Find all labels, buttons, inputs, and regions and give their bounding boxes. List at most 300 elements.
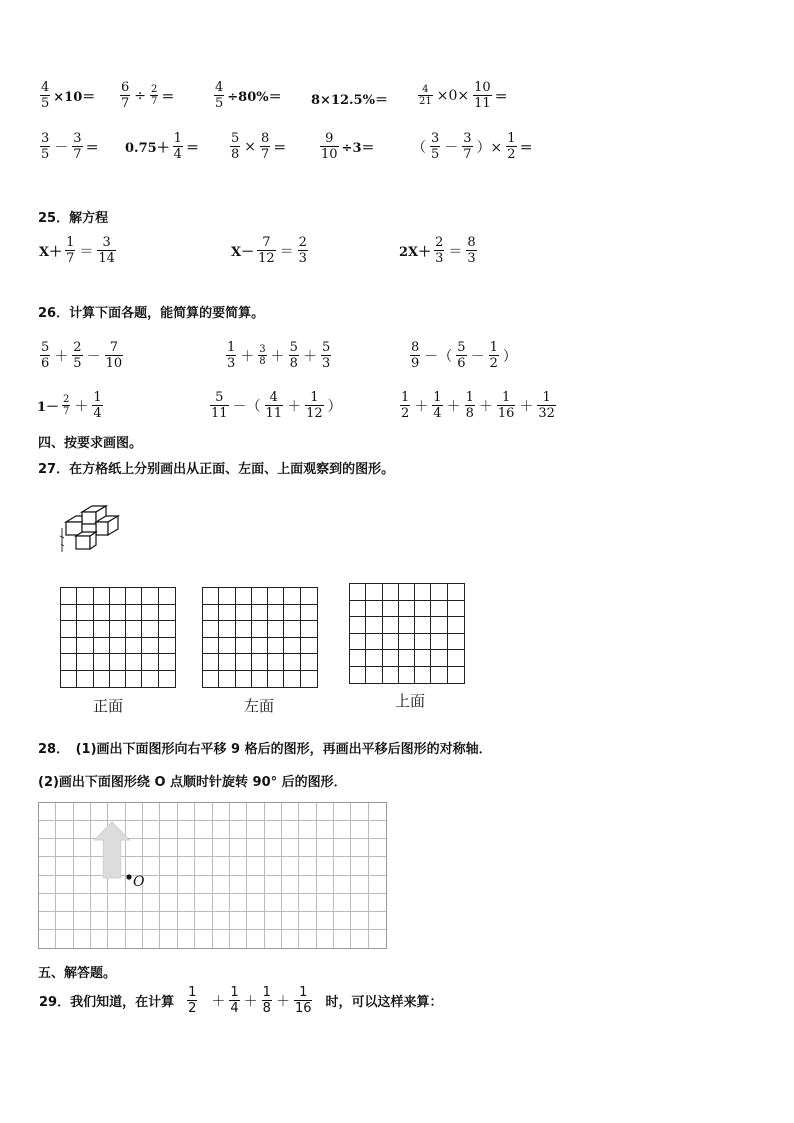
fraction	[65, 235, 75, 266]
grid-cell[interactable]	[415, 601, 431, 618]
denominator: 7	[261, 147, 270, 162]
fraction	[294, 985, 313, 1016]
grid-left-view[interactable]	[202, 587, 318, 688]
fraction	[462, 131, 472, 162]
denominator: 7	[151, 96, 158, 107]
paren-close: ）	[327, 398, 342, 415]
grid-cell[interactable]	[110, 621, 126, 638]
fraction	[489, 340, 499, 371]
grid-cell[interactable]	[431, 667, 447, 684]
q28-line1: 28． (1)画出下面图形向右平移 9 格后的图形，再画出平移后图形的对称轴．	[38, 742, 492, 757]
equals: ＝	[279, 243, 294, 260]
numerator: 8	[261, 131, 270, 146]
fraction	[400, 390, 410, 421]
denominator: 6	[457, 356, 466, 371]
grid-cell[interactable]	[159, 671, 175, 688]
grid-cell[interactable]	[94, 588, 110, 605]
numerator: 3	[463, 131, 472, 146]
fraction	[229, 985, 239, 1016]
denominator: 2	[489, 356, 498, 371]
operator: －（	[232, 398, 261, 415]
operator: ＋	[54, 348, 69, 365]
section5-title: 五、解答题。	[38, 966, 117, 981]
operator: ＋	[446, 398, 461, 415]
grid-cell[interactable]	[431, 617, 447, 634]
denominator: 5	[41, 147, 50, 162]
grid-cell[interactable]	[366, 650, 382, 667]
grid-cell[interactable]	[448, 617, 464, 634]
cube-stack-figure	[56, 500, 136, 562]
grid-cell[interactable]	[252, 638, 268, 655]
numerator: 7	[109, 340, 118, 355]
grid-cell[interactable]	[126, 588, 142, 605]
grid-cell[interactable]	[126, 605, 142, 622]
q28-line2: (2)画出下面图形绕 O 点顺时针旋转 90° 后的图形．	[38, 775, 347, 790]
operator-text: ÷3＝	[341, 141, 375, 156]
denominator: 12	[306, 406, 323, 421]
grid-cell[interactable]	[94, 654, 110, 671]
denominator: 8	[259, 356, 266, 367]
denominator: 12	[258, 251, 275, 266]
fraction	[40, 80, 50, 111]
grid-cell[interactable]	[301, 605, 317, 622]
operator-text: 1－	[37, 400, 60, 415]
numerator: 8	[467, 235, 476, 250]
numerator: 1	[262, 985, 271, 1000]
grid-cell[interactable]	[301, 638, 317, 655]
grid-cell[interactable]	[252, 621, 268, 638]
grid-cell[interactable]	[399, 634, 415, 651]
numerator: 1	[489, 340, 498, 355]
grid-cell[interactable]	[268, 654, 284, 671]
fraction	[418, 84, 433, 107]
grid-cell[interactable]	[431, 601, 447, 618]
grid-cell[interactable]	[350, 584, 366, 601]
q26-f	[398, 390, 558, 421]
grid-cell[interactable]	[399, 650, 415, 667]
numerator: 7	[262, 235, 271, 250]
grid-cell[interactable]	[431, 584, 447, 601]
grid-cell[interactable]	[268, 621, 284, 638]
grid-cell[interactable]	[126, 654, 142, 671]
numerator: 1	[188, 985, 197, 1000]
q25-title: 25．解方程	[38, 211, 109, 226]
q26-c	[408, 340, 519, 371]
fraction	[265, 390, 284, 421]
numerator: 1	[401, 390, 410, 405]
q27-title: 27．在方格纸上分别画出从正面、左面、上面观察到的图形。	[38, 462, 395, 477]
grid-cell[interactable]	[236, 671, 252, 688]
numerator: 5	[215, 390, 224, 405]
grid-cell[interactable]	[236, 588, 252, 605]
denominator: 5	[73, 356, 82, 371]
fraction	[410, 340, 420, 371]
operator: ×	[244, 138, 257, 155]
fraction	[226, 340, 236, 371]
fraction	[230, 131, 240, 162]
equals: ＝	[185, 141, 199, 156]
operator: －	[444, 139, 459, 156]
grid-cell[interactable]	[383, 650, 399, 667]
grid-cell[interactable]	[415, 650, 431, 667]
grid-cell[interactable]	[159, 654, 175, 671]
numerator: 2	[73, 340, 82, 355]
operator-text: X＋	[39, 245, 63, 260]
grid-cell[interactable]	[142, 671, 158, 688]
grid-cell[interactable]	[94, 671, 110, 688]
grid-cell[interactable]	[301, 621, 317, 638]
operator-text: ×10＝	[53, 90, 96, 105]
q29-tail: 时，可以这样来算：	[325, 995, 443, 1010]
grid-cell[interactable]	[448, 667, 464, 684]
point-o	[126, 874, 131, 879]
point-o-label: O	[133, 874, 145, 890]
numerator: 1	[433, 390, 442, 405]
denominator: 16	[294, 1001, 312, 1016]
denominator: 9	[411, 356, 420, 371]
numerator: 1	[542, 390, 551, 405]
operator-text: ÷80%＝	[227, 90, 282, 105]
arrow-shape	[38, 802, 387, 949]
grid-cell[interactable]	[110, 638, 126, 655]
grid-cell[interactable]	[383, 584, 399, 601]
denominator: 8	[262, 1001, 271, 1016]
grid-cell[interactable]	[284, 588, 300, 605]
label-top: 上面	[395, 692, 426, 710]
denominator: 3	[321, 356, 331, 371]
grid-cell[interactable]	[366, 617, 382, 634]
grid-cell[interactable]	[110, 654, 126, 671]
grid-cell[interactable]	[203, 671, 219, 688]
denominator: 11	[474, 96, 491, 111]
equals: ＝	[79, 243, 94, 260]
denominator: 3	[227, 356, 236, 371]
grid-cell[interactable]	[77, 671, 93, 688]
grid-cell[interactable]	[350, 617, 366, 634]
grid-cell[interactable]	[268, 671, 284, 688]
expr-r1-5	[416, 80, 509, 111]
operator: ＋	[519, 398, 534, 415]
grid-cell[interactable]	[268, 638, 284, 655]
fraction	[187, 985, 197, 1016]
numerator: 8	[411, 340, 420, 355]
operator: ＋	[211, 993, 226, 1010]
denominator: 8	[465, 406, 474, 421]
grid-cell[interactable]	[399, 584, 415, 601]
grid-cell[interactable]	[142, 621, 158, 638]
grid-top-view[interactable]	[349, 583, 465, 684]
q26-a	[38, 340, 125, 371]
grid-cell[interactable]	[61, 588, 77, 605]
numerator: 5	[289, 340, 298, 355]
grid-cell[interactable]	[399, 617, 415, 634]
expr-r2-3	[228, 131, 287, 162]
grid-cell[interactable]	[383, 617, 399, 634]
grid-cell[interactable]	[203, 621, 219, 638]
q25-eq2	[230, 235, 310, 266]
grid-cell[interactable]	[61, 605, 77, 622]
q25-eq1	[38, 235, 118, 266]
grid-cell[interactable]	[110, 588, 126, 605]
expr-r1-4	[310, 89, 389, 108]
expression-text: 8×12.5%＝	[311, 93, 388, 108]
numerator: 2	[435, 235, 444, 250]
q26-b	[224, 340, 333, 371]
grid-cell[interactable]	[366, 667, 382, 684]
paren-close: ）	[502, 348, 517, 365]
numerator: 1	[227, 340, 236, 355]
denominator: 11	[265, 406, 283, 421]
grid-cell[interactable]	[284, 638, 300, 655]
operator: ＋	[414, 398, 429, 415]
grid-cell[interactable]	[219, 638, 235, 655]
numerator: 3	[259, 344, 266, 355]
equals: ＝	[448, 243, 463, 260]
grid-cell[interactable]	[94, 621, 110, 638]
grid-cell[interactable]	[350, 650, 366, 667]
fraction	[506, 131, 516, 162]
grid-cell[interactable]	[448, 584, 464, 601]
grid-cell[interactable]	[94, 605, 110, 622]
grid-cell[interactable]	[77, 605, 93, 622]
grid-cell[interactable]	[203, 654, 219, 671]
denominator: 10	[105, 356, 123, 371]
grid-cell[interactable]	[383, 601, 399, 618]
fraction	[298, 235, 308, 266]
fraction	[92, 390, 102, 421]
grid-cell[interactable]	[252, 654, 268, 671]
numerator: 1	[299, 985, 308, 1000]
grid-cell[interactable]	[219, 621, 235, 638]
denominator: 4	[433, 406, 442, 421]
section4-title: 四、按要求画图。	[38, 436, 143, 451]
numerator: 9	[325, 131, 334, 146]
numerator: 1	[507, 131, 516, 146]
denominator: 8	[289, 356, 298, 371]
grid-cell[interactable]	[77, 654, 93, 671]
q26-e	[208, 390, 344, 421]
numerator: 2	[151, 84, 158, 95]
grid-cell[interactable]	[61, 621, 77, 638]
grid-cell[interactable]	[203, 588, 219, 605]
equals: ＝	[273, 141, 287, 156]
grid-cell[interactable]	[94, 638, 110, 655]
grid-cell[interactable]	[431, 634, 447, 651]
grid-cell[interactable]	[61, 654, 77, 671]
grid-cell[interactable]	[431, 650, 447, 667]
denominator: 5	[41, 96, 50, 111]
grid-cell[interactable]	[252, 671, 268, 688]
grid-cell[interactable]	[252, 605, 268, 622]
grid-cell[interactable]	[219, 671, 235, 688]
grid-cell[interactable]	[399, 601, 415, 618]
grid-cell[interactable]	[126, 638, 142, 655]
grid-cell[interactable]	[142, 654, 158, 671]
grid-cell[interactable]	[219, 588, 235, 605]
grid-cell[interactable]	[252, 588, 268, 605]
grid-cell[interactable]	[203, 605, 219, 622]
paren-close: ）×	[476, 139, 503, 156]
denominator: 2	[401, 406, 410, 421]
grid-cell[interactable]	[350, 601, 366, 618]
denominator: 14	[98, 251, 115, 266]
denominator: 6	[41, 356, 50, 371]
fraction	[72, 131, 82, 162]
fraction	[105, 340, 124, 371]
numerator: 5	[231, 131, 240, 146]
numerator: 1	[173, 131, 182, 146]
grid-cell[interactable]	[448, 601, 464, 618]
fraction	[262, 985, 272, 1016]
denominator: 32	[538, 406, 555, 421]
grid-cell[interactable]	[448, 650, 464, 667]
grid-cell[interactable]	[415, 667, 431, 684]
grid-cell[interactable]	[366, 634, 382, 651]
grid-cell[interactable]	[236, 621, 252, 638]
denominator: 4	[230, 1001, 239, 1016]
numerator: 1	[230, 985, 239, 1000]
numerator: 1	[310, 390, 319, 405]
grid-cell[interactable]	[236, 654, 252, 671]
label-front: 正面	[93, 697, 124, 715]
grid-cell[interactable]	[301, 671, 317, 688]
fraction	[257, 235, 276, 266]
grid-front-view[interactable]	[60, 587, 176, 688]
fraction	[173, 131, 183, 162]
grid-cell[interactable]	[366, 601, 382, 618]
operator: ＋	[240, 348, 255, 365]
grid-cell[interactable]	[284, 654, 300, 671]
denominator: 8	[231, 147, 240, 162]
fraction	[210, 390, 229, 421]
fraction	[72, 340, 82, 371]
grid-cell[interactable]	[350, 634, 366, 651]
denominator: 3	[467, 251, 476, 266]
operator: ＋	[302, 348, 317, 365]
fraction	[97, 235, 116, 266]
grid-cell[interactable]	[415, 634, 431, 651]
grid-cell[interactable]	[142, 605, 158, 622]
grid-cell[interactable]	[142, 638, 158, 655]
grid-cell[interactable]	[383, 667, 399, 684]
fraction	[497, 390, 516, 421]
fraction	[289, 340, 299, 371]
equals: ＝	[161, 90, 175, 105]
grid-cell[interactable]	[61, 638, 77, 655]
operator: ＋	[287, 398, 302, 415]
numerator: 3	[73, 131, 82, 146]
fraction	[40, 340, 50, 371]
grid-cell[interactable]	[219, 654, 235, 671]
fraction	[430, 131, 440, 162]
numerator: 4	[422, 84, 429, 95]
fraction	[465, 390, 475, 421]
operator: ÷	[134, 87, 147, 104]
grid-cell[interactable]	[126, 671, 142, 688]
grid-cell[interactable]	[61, 671, 77, 688]
grid-cell[interactable]	[110, 671, 126, 688]
fraction	[537, 390, 556, 421]
denominator: 7	[73, 147, 82, 162]
expr-r1-2	[118, 80, 175, 111]
numerator: 3	[102, 235, 111, 250]
grid-cell[interactable]	[159, 621, 175, 638]
grid-cell[interactable]	[159, 605, 175, 622]
numerator: 3	[431, 131, 440, 146]
grid-cell[interactable]	[415, 617, 431, 634]
grid-cell[interactable]	[126, 621, 142, 638]
grid-cell[interactable]	[284, 605, 300, 622]
operator: －	[54, 139, 69, 156]
fraction	[40, 131, 50, 162]
numerator: 1	[465, 390, 474, 405]
operator: －（	[424, 348, 453, 365]
grid-cell[interactable]	[383, 634, 399, 651]
operator: ＋	[275, 993, 290, 1010]
grid-cell[interactable]	[399, 667, 415, 684]
q26-d	[36, 390, 105, 421]
denominator: 5	[215, 96, 224, 111]
fraction	[305, 390, 324, 421]
grid-cell[interactable]	[268, 588, 284, 605]
fraction	[320, 131, 339, 162]
grid-cell[interactable]	[415, 584, 431, 601]
grid-cell[interactable]	[301, 588, 317, 605]
denominator: 2	[507, 147, 516, 162]
grid-cell[interactable]	[159, 638, 175, 655]
paren-open: （	[412, 139, 426, 156]
fraction	[150, 84, 158, 107]
grid-cell[interactable]	[77, 638, 93, 655]
expr-r2-5	[410, 131, 534, 162]
denominator: 4	[93, 406, 102, 421]
expr-r1-3	[212, 80, 283, 111]
q26-title: 26．计算下面各题，能简算的要简算。	[38, 306, 265, 321]
grid-cell[interactable]	[284, 671, 300, 688]
equals: ＝	[85, 141, 99, 156]
grid-cell[interactable]	[142, 588, 158, 605]
grid-cell[interactable]	[284, 621, 300, 638]
grid-cell[interactable]	[236, 638, 252, 655]
grid-cell[interactable]	[203, 638, 219, 655]
expr-r2-2	[124, 131, 200, 162]
grid-cell[interactable]	[350, 667, 366, 684]
operator: ＋	[243, 993, 258, 1010]
numerator: 4	[269, 390, 278, 405]
grid-cell[interactable]	[366, 584, 382, 601]
denominator: 4	[173, 147, 182, 162]
numerator: 3	[41, 131, 50, 146]
denominator: 7	[63, 406, 70, 417]
grid-cell[interactable]	[77, 588, 93, 605]
numerator: 1	[501, 390, 511, 405]
grid-cell[interactable]	[236, 605, 252, 622]
denominator: 7	[66, 251, 75, 266]
grid-cell[interactable]	[110, 605, 126, 622]
grid-cell[interactable]	[301, 654, 317, 671]
grid-cell[interactable]	[77, 621, 93, 638]
fraction	[432, 390, 442, 421]
operator: －	[86, 348, 101, 365]
denominator: 3	[435, 251, 444, 266]
grid-cell[interactable]	[219, 605, 235, 622]
grid-cell[interactable]	[268, 605, 284, 622]
denominator: 7	[121, 96, 130, 111]
operator: ＋	[74, 398, 89, 415]
grid-cell[interactable]	[159, 588, 175, 605]
grid-cell[interactable]	[448, 634, 464, 651]
expr-r2-4	[318, 131, 376, 162]
